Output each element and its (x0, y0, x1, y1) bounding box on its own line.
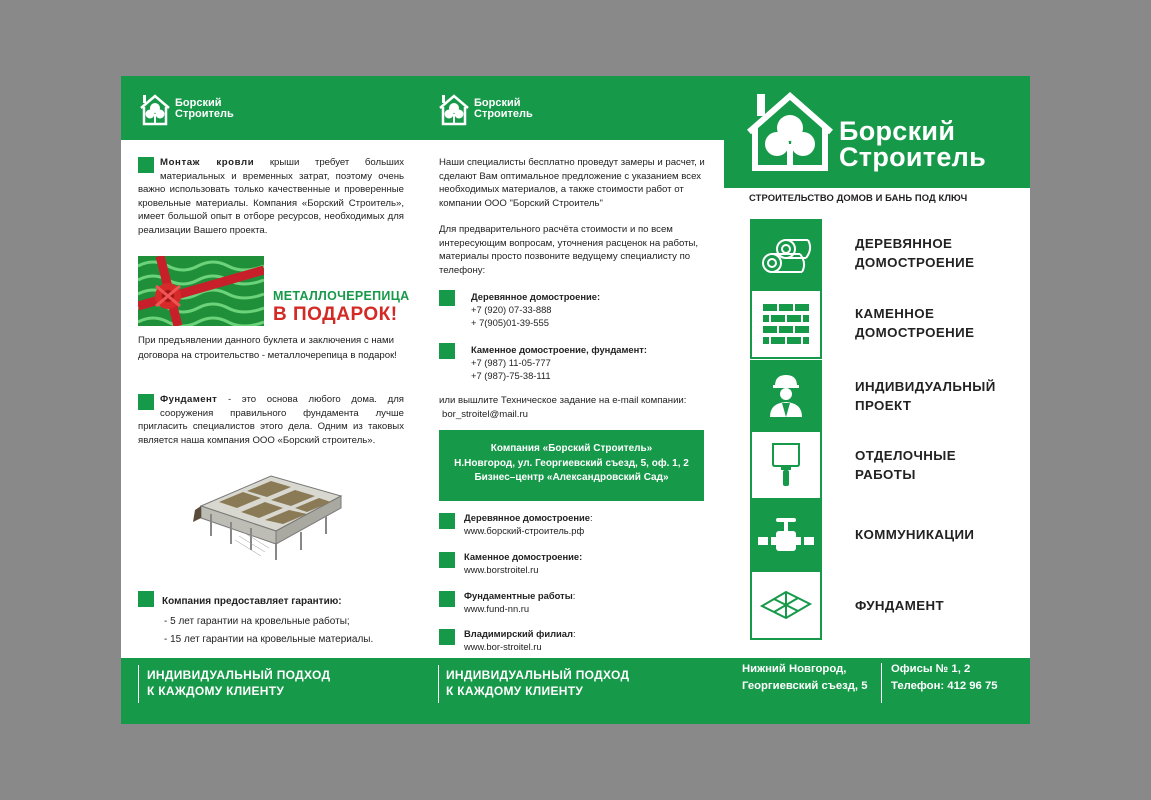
site-foundation (439, 590, 709, 615)
contact-wood (439, 290, 709, 329)
footer-band (121, 658, 1030, 724)
booklet-sheet (121, 76, 1030, 724)
roof-paragraph (138, 156, 404, 237)
contact-stone (439, 343, 709, 382)
phone-number[interactable]: +7 (920) 07-33-888 (471, 304, 552, 315)
guarantee-title: Компания предоставляет гарантию: (162, 596, 342, 607)
site-title: Владимирский филиал (464, 628, 573, 639)
promo-block (138, 256, 408, 326)
service-tile-project (750, 360, 822, 430)
grid-icon (760, 588, 812, 622)
foundation-paragraph (138, 393, 404, 447)
builder-icon (768, 373, 804, 417)
phone-number[interactable]: + 7(905)01-39-555 (471, 317, 549, 328)
service-label (855, 304, 974, 342)
slogan-line1: ИНДИВИДУАЛЬНЫЙ ПОДХОД (446, 668, 630, 682)
site-url[interactable]: www.борский-строитель.рф (464, 524, 585, 536)
footer-slogan (147, 667, 330, 699)
service-tile-foundation (750, 570, 822, 640)
metal-tile-gift-image (138, 256, 264, 326)
logo-line1: Борский (474, 97, 521, 109)
service-tile-wood (750, 219, 822, 289)
house-tree-logo-icon (745, 90, 835, 172)
bullet-square (439, 591, 455, 607)
service-line1: ДЕРЕВЯННОЕ (855, 236, 953, 251)
site-title-colon: : (590, 512, 593, 523)
service-line1: ИНДИВИДУАЛЬНЫЙ (855, 379, 996, 394)
site-title-colon: : (572, 628, 576, 639)
brand-name-line1: Борский (839, 116, 956, 146)
site-vladimir (439, 628, 709, 653)
promo-note: При предъявлении данного буклета и заключения с нами договора на строительство - металлочерепица в подарок! (138, 335, 397, 361)
house-tree-icon (138, 92, 172, 126)
contact-title: Каменное домостроение, фундамент: (471, 344, 648, 355)
service-line1: ОТДЕЛОЧНЫЕ (855, 448, 956, 463)
brush-icon (771, 442, 801, 488)
measure-text: Наши специалисты бесплатно проведут замеры и расчет, и сделают Вам оптимальное предложение с указанием всех необходимых материалов, а также стоимости работ от компании ООО "Борский Строитель" (439, 157, 705, 209)
foundation-image (191, 456, 351, 566)
small-logo (138, 92, 234, 126)
service-label (855, 234, 974, 272)
brand-tagline: СТРОИТЕЛЬСТВО ДОМОВ И БАНЬ ПОД КЛЮЧ (749, 192, 968, 203)
bullet-square (138, 157, 154, 173)
site-title: Деревянное домостроение (464, 512, 591, 523)
footer-slogan (446, 667, 629, 699)
site-url[interactable]: www.bor-stroitel.ru (464, 640, 542, 652)
phone-number[interactable]: +7 (987)-75-38-111 (471, 370, 551, 381)
brand-name (839, 118, 986, 170)
site-title-colon: : (572, 590, 576, 601)
email-block (439, 394, 709, 421)
small-logo (437, 92, 533, 126)
guarantee-item: - 5 лет гарантии на кровельные работы; (164, 616, 350, 627)
service-label (855, 525, 974, 544)
service-line1: ФУНДАМЕНТ (855, 598, 945, 613)
contact-title: Деревянное домостроение: (471, 291, 601, 302)
bullet-square (439, 343, 455, 359)
address-center: Бизнес–центр «Александровский Сад» (474, 472, 669, 483)
bullet-square (439, 513, 455, 529)
footer-divider (438, 665, 439, 703)
footer-street: Георгиевский съезд, 5 (742, 680, 868, 692)
logo-line1: Борский (175, 97, 222, 109)
service-line2: ПРОЕКТ (855, 398, 912, 413)
footer-divider (881, 663, 882, 703)
service-tile-finishing (750, 430, 822, 500)
foundation-text: - это основа любого дома. для сооружения правильного фундамента лучше пригласить специалистов этого дела. Одним из таковых является наша компания ООО «Борский строитель». (138, 394, 404, 446)
service-line2: ДОМОСТРОЕНИЕ (855, 325, 975, 340)
footer-phone[interactable]: Телефон: 412 96 75 (891, 680, 998, 692)
guarantee-block (138, 591, 408, 649)
service-line2: РАБОТЫ (855, 467, 916, 482)
foundation-title: Фундамент (160, 394, 218, 405)
bricks-icon (763, 304, 809, 344)
logo-line2: Строитель (175, 108, 234, 120)
email-text: или вышлите Техническое задание на e-mail компании: (439, 395, 687, 406)
bullet-square (138, 394, 154, 410)
valve-icon (758, 515, 814, 555)
site-wood (439, 512, 709, 537)
roof-title: Монтаж кровли (160, 157, 255, 168)
site-url[interactable]: www.borstroitel.ru (464, 563, 539, 575)
slogan-line2: К КАЖДОМУ КЛИЕНТУ (147, 684, 285, 698)
address-street: Н.Новгород, ул. Георгиевский съезд, 5, оф. 1, 2 (454, 457, 689, 469)
email-link[interactable]: bor_stroitel@mail.ru (442, 408, 528, 420)
service-tile-utilities (750, 500, 822, 570)
bullet-square (439, 629, 455, 645)
phone-number[interactable]: +7 (987) 11-05-777 (471, 357, 551, 368)
brand-name-line2: Строитель (839, 142, 986, 172)
site-title: Каменное домостроение: (464, 551, 583, 562)
service-line2: ДОМОСТРОЕНИЕ (855, 255, 975, 270)
logo-line2: Строитель (474, 108, 533, 120)
footer-offices: Офисы № 1, 2 (891, 663, 971, 675)
site-stone (439, 551, 709, 576)
footer-city: Нижний Новгород, (742, 663, 847, 675)
promo-title: МЕТАЛЛОЧЕРЕПИЦА (273, 289, 410, 303)
site-title: Фундаментные работы (464, 590, 573, 601)
phone-intro-text: Для предварительного расчёта стоимости и по всем интересующим вопросам, уточнения расценок на работы, материалы просто позвоните ведущему специалисту по телефону: (439, 224, 699, 276)
bullet-square (138, 591, 154, 607)
service-label (855, 377, 996, 415)
guarantee-item: - 15 лет гарантии на кровельные материалы. (164, 634, 374, 645)
footer-divider (138, 665, 139, 703)
service-line1: КОММУНИКАЦИИ (855, 527, 975, 542)
bullet-square (439, 552, 455, 568)
house-tree-icon (437, 92, 471, 126)
slogan-line2: К КАЖДОМУ КЛИЕНТУ (446, 684, 584, 698)
service-label (855, 446, 956, 484)
address-box (439, 430, 704, 501)
slogan-line1: ИНДИВИДУАЛЬНЫЙ ПОДХОД (147, 668, 331, 682)
site-url[interactable]: www.fund-nn.ru (464, 602, 530, 614)
logs-icon (760, 233, 812, 275)
bullet-square (439, 290, 455, 306)
address-company: Компания «Борский Строитель» (490, 443, 653, 454)
footer-office (891, 661, 998, 695)
roof-text: крыши требует больших материальных и временных затрат, поэтому очень важно использовать только качественные и проверенные кровельные материалы. Компания «Борский Строитель», имеет большой опыт в отборе ресурсов, необходимых для реализации Вашего проекта. (138, 157, 404, 236)
service-line1: КАМЕННОЕ (855, 306, 935, 321)
promo-gift: В ПОДАРОК! (273, 304, 398, 325)
footer-address (742, 661, 867, 695)
service-label (855, 596, 944, 615)
service-tile-stone (750, 289, 822, 359)
